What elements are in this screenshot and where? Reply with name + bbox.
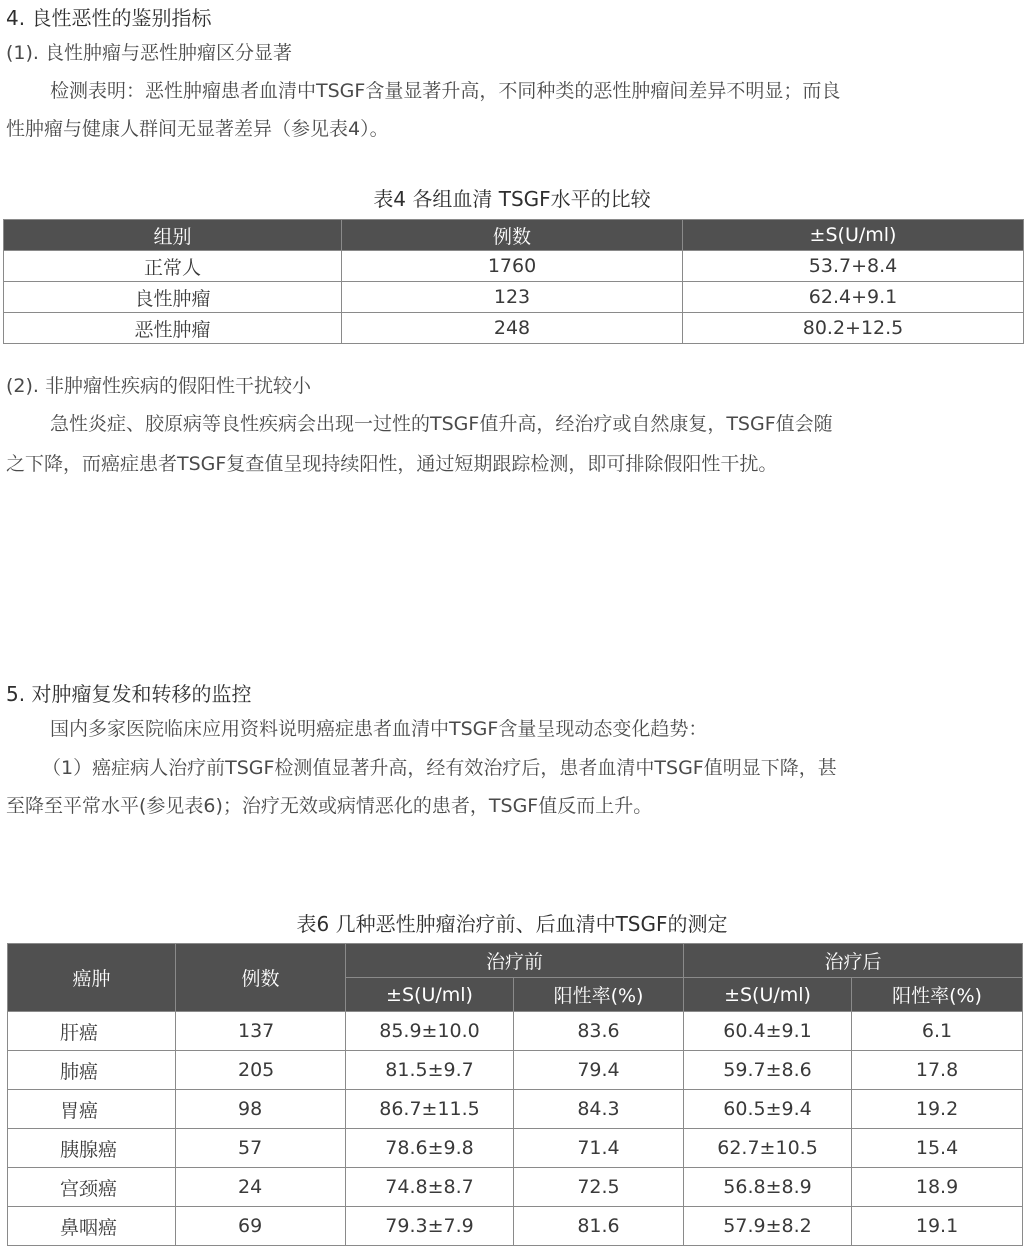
table6-cell-before-mean: 85.9±10.0	[346, 1012, 514, 1051]
table6-header-row-1	[8, 944, 1023, 978]
table6-cell-after-mean: 60.4±9.1	[684, 1012, 852, 1051]
table6-cell-after-mean: 62.7±10.5	[684, 1129, 852, 1168]
table6-header-tumor: 癌肿	[8, 944, 176, 1012]
table6-cell-after-mean: 60.5±9.4	[684, 1090, 852, 1129]
table6-cell-count: 205	[176, 1051, 346, 1090]
table6-header-after-treatment: 治疗后	[684, 944, 1023, 978]
table6-cell-before-mean: 81.5±9.7	[346, 1051, 514, 1090]
table4	[3, 219, 1024, 344]
table4-cell-group: 恶性肿瘤	[4, 313, 342, 344]
table6-cell-before-mean: 79.3±7.9	[346, 1207, 514, 1246]
section4-paragraph-2-line-2: 之下降，而癌症患者TSGF复查值呈现持续阳性，通过短期跟踪检测，即可排除假阳性干扰。	[6, 453, 778, 475]
table6-cell-after-rate: 19.1	[852, 1207, 1023, 1246]
table6-cell-after-rate: 15.4	[852, 1129, 1023, 1168]
table-row	[8, 1129, 1023, 1168]
table-row	[4, 313, 1024, 344]
section4-paragraph-2-line-1: 急性炎症、胶原病等良性疾病会出现一过性的TSGF值升高，经治疗或自然康复，TSGF值会随	[50, 413, 833, 435]
section4-paragraph-1-line-1: 检测表明：恶性肿瘤患者血清中TSGF含量显著升高，不同种类的恶性肿瘤间差异不明显；而良	[50, 80, 841, 102]
section5-paragraph-2-line-2: 至降至平常水平(参见表6)；治疗无效或病情恶化的患者，TSGF值反而上升。	[6, 795, 653, 817]
table4-cell-count: 1760	[342, 251, 683, 282]
table-row	[8, 1090, 1023, 1129]
table4-header-count: 例数	[342, 220, 683, 251]
table4-header-row	[4, 220, 1024, 251]
table4-header-group: 组别	[4, 220, 342, 251]
table6-cell-before-mean: 74.8±8.7	[346, 1168, 514, 1207]
section5-heading: 5. 对肿瘤复发和转移的监控	[6, 682, 252, 706]
table6-cell-before-mean: 78.6±9.8	[346, 1129, 514, 1168]
table6-cell-before-rate: 71.4	[514, 1129, 684, 1168]
table6	[7, 943, 1023, 1246]
table6-header-before-rate: 阳性率(%)	[514, 978, 684, 1012]
table6-cell-before-rate: 84.3	[514, 1090, 684, 1129]
table6-cell-count: 98	[176, 1090, 346, 1129]
table6-header-after-mean: ±S(U/ml)	[684, 978, 852, 1012]
table-row	[8, 1051, 1023, 1090]
table6-cell-tumor: 宫颈癌	[8, 1168, 176, 1207]
table6-cell-after-mean: 57.9±8.2	[684, 1207, 852, 1246]
section5-paragraph-1: 国内多家医院临床应用资料说明癌症患者血清中TSGF含量呈现动态变化趋势：	[50, 718, 708, 740]
table6-cell-tumor: 肝癌	[8, 1012, 176, 1051]
table6-header-before-mean: ±S(U/ml)	[346, 978, 514, 1012]
table4-cell-mean: 62.4+9.1	[683, 282, 1024, 313]
table6-cell-before-mean: 86.7±11.5	[346, 1090, 514, 1129]
table6-cell-after-rate: 17.8	[852, 1051, 1023, 1090]
section5-paragraph-2-line-1: （1）癌症病人治疗前TSGF检测值显著升高，经有效治疗后，患者血清中TSGF值明显下降，甚	[42, 757, 837, 779]
table6-cell-tumor: 鼻咽癌	[8, 1207, 176, 1246]
table6-cell-after-rate: 19.2	[852, 1090, 1023, 1129]
table-row	[4, 282, 1024, 313]
table6-cell-before-rate: 83.6	[514, 1012, 684, 1051]
table4-cell-group: 良性肿瘤	[4, 282, 342, 313]
table6-cell-tumor: 胃癌	[8, 1090, 176, 1129]
table-row	[8, 1207, 1023, 1246]
table6-cell-count: 69	[176, 1207, 346, 1246]
table4-cell-count: 123	[342, 282, 683, 313]
table6-cell-tumor: 肺癌	[8, 1051, 176, 1090]
table6-caption: 表6 几种恶性肿瘤治疗前、后血清中TSGF的测定	[296, 912, 728, 936]
table-row	[4, 251, 1024, 282]
table6-header-after-rate: 阳性率(%)	[852, 978, 1023, 1012]
table6-header-count: 例数	[176, 944, 346, 1012]
table-row	[8, 1168, 1023, 1207]
table4-cell-mean: 80.2+12.5	[683, 313, 1024, 344]
table6-cell-after-mean: 56.8±8.9	[684, 1168, 852, 1207]
table6-cell-after-mean: 59.7±8.6	[684, 1051, 852, 1090]
section4-subheading-2: (2). 非肿瘤性疾病的假阳性干扰较小	[6, 375, 311, 397]
table6-cell-count: 57	[176, 1129, 346, 1168]
section4-paragraph-1-line-2: 性肿瘤与健康人群间无显著差异（参见表4）。	[6, 118, 389, 140]
table6-cell-after-rate: 18.9	[852, 1168, 1023, 1207]
table6-cell-after-rate: 6.1	[852, 1012, 1023, 1051]
table6-cell-tumor: 胰腺癌	[8, 1129, 176, 1168]
table6-cell-count: 137	[176, 1012, 346, 1051]
table4-header-mean: ±S(U/ml)	[683, 220, 1024, 251]
table6-header-before-treatment: 治疗前	[346, 944, 684, 978]
table6-cell-before-rate: 79.4	[514, 1051, 684, 1090]
table-row	[8, 1012, 1023, 1051]
table4-caption: 表4 各组血清 TSGF水平的比较	[373, 187, 651, 211]
section4-subheading-1: (1). 良性肿瘤与恶性肿瘤区分显著	[6, 42, 292, 64]
table6-cell-before-rate: 81.6	[514, 1207, 684, 1246]
table4-cell-mean: 53.7+8.4	[683, 251, 1024, 282]
table6-cell-count: 24	[176, 1168, 346, 1207]
table4-cell-count: 248	[342, 313, 683, 344]
table4-cell-group: 正常人	[4, 251, 342, 282]
table6-cell-before-rate: 72.5	[514, 1168, 684, 1207]
section4-heading: 4. 良性恶性的鉴别指标	[6, 6, 212, 30]
